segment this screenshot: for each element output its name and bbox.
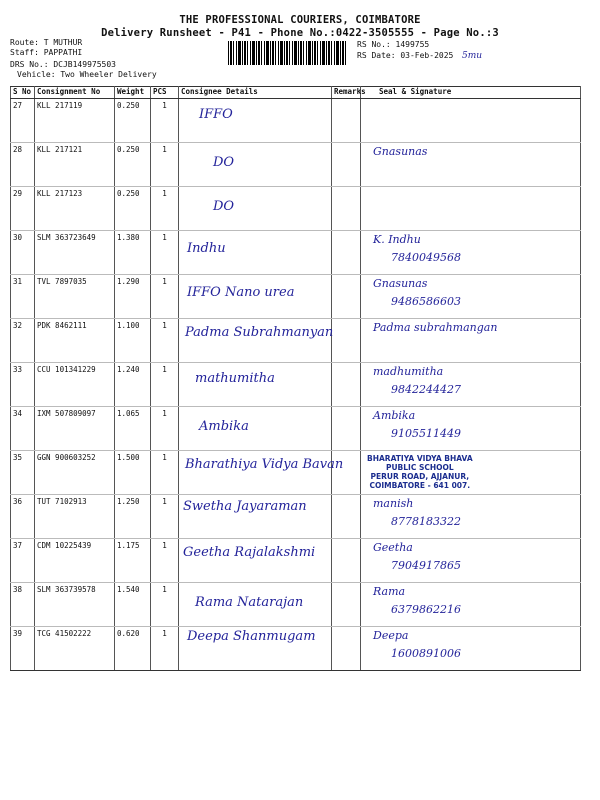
consignee-handwriting: Geetha Rajalakshmi xyxy=(183,545,316,560)
pcs-cell: 1 xyxy=(151,539,179,583)
consignee-details-cell xyxy=(179,451,344,495)
weight-cell: 0.620 xyxy=(115,627,151,671)
seal-signature-cell xyxy=(361,319,581,363)
vehicle-label: Vehicle: Two Wheeler Delivery xyxy=(17,70,157,79)
col-header-consignment: Consignment No xyxy=(35,87,115,99)
consignment-cell: KLL 217123 xyxy=(35,187,115,231)
phone-handwriting: 1600891006 xyxy=(391,647,461,660)
table-header-row xyxy=(11,87,581,99)
seal-signature-cell xyxy=(361,583,581,627)
phone-handwriting: 6379862216 xyxy=(391,603,461,616)
consignee-details-cell xyxy=(179,231,332,275)
table-row xyxy=(11,539,581,583)
consignment-cell: CDM 10225439 xyxy=(35,539,115,583)
signature-handwriting: Rama xyxy=(373,585,406,598)
sno-cell: 38 xyxy=(11,583,35,627)
pcs-cell: 1 xyxy=(151,363,179,407)
pcs-cell: 1 xyxy=(151,627,179,671)
sno-cell: 34 xyxy=(11,407,35,451)
route-label: Route: T MUTHUR xyxy=(10,38,83,47)
consignment-cell: SLM 363739578 xyxy=(35,583,115,627)
pcs-cell: 1 xyxy=(151,319,179,363)
seal-signature-cell xyxy=(361,231,581,275)
remarks-cell xyxy=(332,187,361,231)
consignment-cell: GGN 900603252 xyxy=(35,451,115,495)
table-row xyxy=(11,187,581,231)
consignee-handwriting: Bharathiya Vidya Bavan xyxy=(185,457,344,472)
sno-cell: 39 xyxy=(11,627,35,671)
remarks-cell xyxy=(332,319,361,363)
consignment-cell: PDK 8462111 xyxy=(35,319,115,363)
date-handwritten-note: 5mu xyxy=(462,51,483,61)
consignee-handwriting: Ambika xyxy=(199,419,249,434)
consignee-details-cell xyxy=(179,627,332,671)
seal-signature-cell xyxy=(361,187,581,231)
consignment-cell: TUT 7102913 xyxy=(35,495,115,539)
weight-cell: 1.100 xyxy=(115,319,151,363)
col-header-weight: Weight xyxy=(115,87,151,99)
col-header-sno: S No xyxy=(11,87,35,99)
weight-cell: 1.540 xyxy=(115,583,151,627)
seal-signature-cell xyxy=(361,495,581,539)
pcs-cell: 1 xyxy=(151,231,179,275)
consignee-handwriting: DO xyxy=(213,155,235,170)
pcs-cell: 1 xyxy=(151,407,179,451)
consignee-handwriting: Swetha Jayaraman xyxy=(183,499,307,514)
table-row xyxy=(11,407,581,451)
company-title: THE PROFESSIONAL COURIERS, COIMBATORE xyxy=(179,14,421,26)
sno-cell: 30 xyxy=(11,231,35,275)
remarks-cell xyxy=(332,275,361,319)
sno-cell: 33 xyxy=(11,363,35,407)
pcs-cell: 1 xyxy=(151,275,179,319)
seal-signature-cell xyxy=(361,451,581,495)
seal-signature-cell xyxy=(361,99,581,143)
weight-cell: 1.500 xyxy=(115,451,151,495)
weight-cell: 1.250 xyxy=(115,495,151,539)
sno-cell: 27 xyxy=(11,99,35,143)
phone-handwriting: 8778183322 xyxy=(391,515,461,528)
phone-handwriting: 7840049568 xyxy=(391,251,461,264)
col-header-consignee: Consignee Details xyxy=(179,87,332,99)
seal-signature-cell xyxy=(361,363,581,407)
consignee-details-cell xyxy=(179,407,332,451)
rs-date: RS Date: 03-Feb-2025 xyxy=(357,51,454,60)
consignment-cell: CCU 101341229 xyxy=(35,363,115,407)
col-header-pcs: PCS xyxy=(151,87,179,99)
consignment-cell: KLL 217121 xyxy=(35,143,115,187)
weight-cell: 1.380 xyxy=(115,231,151,275)
consignee-handwriting: Deepa Shanmugam xyxy=(187,629,316,644)
remarks-cell xyxy=(332,583,361,627)
remarks-cell xyxy=(332,99,361,143)
signature-handwriting: Deepa xyxy=(373,629,409,642)
phone-handwriting: 9842244427 xyxy=(391,383,461,396)
sno-cell: 29 xyxy=(11,187,35,231)
barcode xyxy=(228,41,348,65)
consignee-details-cell xyxy=(179,363,332,407)
pcs-cell: 1 xyxy=(151,583,179,627)
phone-handwriting: 9486586603 xyxy=(391,295,461,308)
signature-handwriting: Gnasunas xyxy=(373,145,428,158)
consignee-details-cell xyxy=(179,539,332,583)
signature-handwriting: K. Indhu xyxy=(373,233,421,246)
weight-cell: 1.175 xyxy=(115,539,151,583)
remarks-cell xyxy=(332,407,361,451)
school-stamp xyxy=(367,454,473,490)
remarks-cell xyxy=(332,495,361,539)
stamp-line: COIMBATORE - 641 007. xyxy=(369,481,471,490)
signature-handwriting: Gnasunas xyxy=(373,277,428,290)
consignment-cell: IXM 507809097 xyxy=(35,407,115,451)
col-header-remarks: Remarks xyxy=(332,87,361,99)
remarks-cell xyxy=(332,539,361,583)
sno-cell: 31 xyxy=(11,275,35,319)
table-row xyxy=(11,231,581,275)
consignee-details-cell xyxy=(179,495,332,539)
table-row xyxy=(11,363,581,407)
remarks-cell xyxy=(332,231,361,275)
consignee-details-cell xyxy=(179,583,332,627)
seal-signature-cell xyxy=(361,539,581,583)
consignment-cell: TVL 7897035 xyxy=(35,275,115,319)
remarks-cell xyxy=(332,143,361,187)
table-row xyxy=(11,319,581,363)
seal-signature-cell xyxy=(361,627,581,671)
table-row xyxy=(11,99,581,143)
stamp-line: PERUR ROAD, AJJANUR, xyxy=(370,472,470,481)
seal-signature-cell xyxy=(361,143,581,187)
consignee-handwriting: mathumitha xyxy=(195,371,275,386)
sno-cell: 36 xyxy=(11,495,35,539)
consignee-details-cell xyxy=(179,143,332,187)
weight-cell: 1.065 xyxy=(115,407,151,451)
consignee-details-cell xyxy=(179,99,332,143)
phone-handwriting: 7904917865 xyxy=(391,559,461,572)
table-row xyxy=(11,627,581,671)
consignment-cell: KLL 217119 xyxy=(35,99,115,143)
signature-handwriting: manish xyxy=(373,497,414,510)
table-row xyxy=(11,143,581,187)
rs-number: RS No.: 1499755 xyxy=(357,40,430,49)
stamp-line: BHARATIYA VIDYA BHAVA xyxy=(367,454,473,463)
consignee-handwriting: Rama Natarajan xyxy=(195,595,304,610)
weight-cell: 0.250 xyxy=(115,187,151,231)
consignee-handwriting: DO xyxy=(213,199,235,214)
signature-handwriting: Geetha xyxy=(373,541,413,554)
stamp-line: PUBLIC SCHOOL xyxy=(385,463,454,472)
table-row xyxy=(11,275,581,319)
consignee-handwriting: Indhu xyxy=(187,241,226,256)
signature-handwriting: Padma subrahmangan xyxy=(373,321,498,334)
consignment-cell: SLM 363723649 xyxy=(35,231,115,275)
pcs-cell: 1 xyxy=(151,143,179,187)
signature-handwriting: madhumitha xyxy=(373,365,444,378)
weight-cell: 1.240 xyxy=(115,363,151,407)
table-row xyxy=(11,495,581,539)
seal-signature-cell xyxy=(361,407,581,451)
runsheet-subtitle: Delivery Runsheet - P41 - Phone No.:0422-3505555 - Page No.:3 xyxy=(101,27,499,39)
sno-cell: 37 xyxy=(11,539,35,583)
pcs-cell: 1 xyxy=(151,187,179,231)
remarks-cell xyxy=(332,627,361,671)
drs-label: DRS No.: DCJB149975503 xyxy=(10,60,116,69)
table-row xyxy=(11,451,581,495)
consignee-details-cell xyxy=(179,319,332,363)
sno-cell: 32 xyxy=(11,319,35,363)
col-header-seal: Seal & Signature xyxy=(361,87,581,99)
consignee-details-cell xyxy=(179,275,332,319)
consignee-handwriting: IFFO Nano urea xyxy=(187,285,295,300)
weight-cell: 0.250 xyxy=(115,99,151,143)
consignee-handwriting: Padma Subrahmanyan xyxy=(185,325,334,340)
remarks-cell xyxy=(332,363,361,407)
staff-label: Staff: PAPPATHI xyxy=(10,48,83,57)
pcs-cell: 1 xyxy=(151,451,179,495)
weight-cell: 1.290 xyxy=(115,275,151,319)
consignment-cell: TCG 41502222 xyxy=(35,627,115,671)
table-row xyxy=(11,583,581,627)
sno-cell: 35 xyxy=(11,451,35,495)
pcs-cell: 1 xyxy=(151,99,179,143)
phone-handwriting: 9105511449 xyxy=(391,427,461,440)
runsheet-table xyxy=(10,86,581,671)
signature-handwriting: Ambika xyxy=(373,409,416,422)
seal-signature-cell xyxy=(361,275,581,319)
consignee-handwriting: IFFO xyxy=(199,107,233,122)
weight-cell: 0.250 xyxy=(115,143,151,187)
sno-cell: 28 xyxy=(11,143,35,187)
consignee-details-cell xyxy=(179,187,332,231)
pcs-cell: 1 xyxy=(151,495,179,539)
